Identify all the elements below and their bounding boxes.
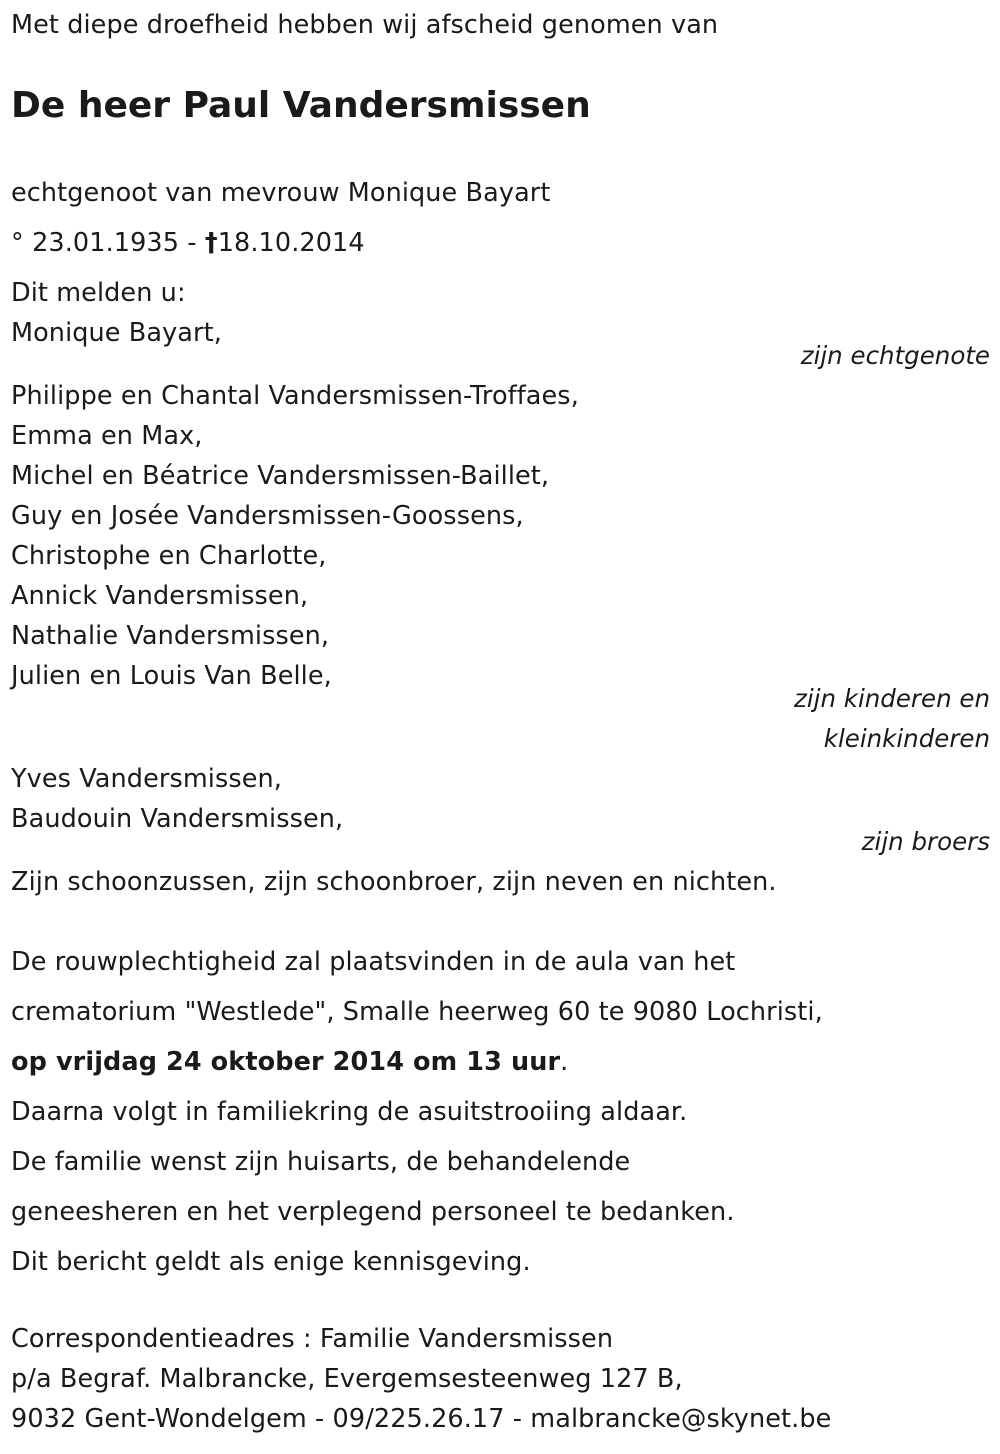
ceremony-date: op vrijdag 24 oktober 2014 om 13 uur: [11, 1047, 561, 1077]
cross-icon: †: [204, 228, 218, 258]
children-role-line1: zijn kinderen en: [794, 684, 990, 713]
family-member: Yves Vandersmissen,: [11, 764, 282, 794]
brothers-group: [11, 759, 990, 839]
spouse-role: zijn echtgenote: [800, 341, 990, 370]
ceremony-line: Dit bericht geldt als enige kennisgeving.: [11, 1247, 531, 1277]
announcers-intro: Dit melden u:: [11, 278, 186, 308]
birth-marker: °: [11, 228, 24, 258]
ceremony-line: geneesheren en het verplegend personeel te bedanken.: [11, 1197, 735, 1227]
family-member: Baudouin Vandersmissen,: [11, 804, 344, 834]
deceased-name: De heer Paul Vandersmissen: [11, 85, 591, 126]
correspondence-line: 9032 Gent-Wondelgem - 09/225.26.17 - malbrancke@skynet.be: [11, 1404, 832, 1434]
family-member: Julien en Louis Van Belle,: [11, 661, 332, 691]
correspondence-line: Correspondentieadres : Familie Vandersmissen: [11, 1324, 614, 1354]
life-dates: [11, 223, 365, 263]
family-member: Christophe en Charlotte,: [11, 541, 327, 571]
children-group: [11, 376, 990, 696]
family-member: Philippe en Chantal Vandersmissen-Troffaes,: [11, 381, 579, 411]
family-member: Guy en Josée Vandersmissen-Goossens,: [11, 501, 524, 531]
ceremony-date-period: .: [560, 1047, 569, 1077]
ceremony-line: De rouwplechtigheid zal plaatsvinden in de aula van het: [11, 947, 736, 977]
brothers-role: zijn broers: [861, 827, 990, 856]
date-separator: -: [187, 228, 197, 258]
in-laws-text: Zijn schoonzussen, zijn schoonbroer, zijn neven en nichten.: [11, 867, 777, 897]
ceremony-line: De familie wenst zijn huisarts, de behandelende: [11, 1147, 631, 1177]
ceremony-block: [11, 937, 823, 1287]
family-member: Nathalie Vandersmissen,: [11, 621, 330, 651]
ceremony-line: crematorium "Westlede", Smalle heerweg 60 te 9080 Lochristi,: [11, 997, 823, 1027]
intro-text: Met diepe droefheid hebben wij afscheid genomen van: [11, 10, 719, 40]
death-date: 18.10.2014: [217, 228, 365, 258]
family-member: Monique Bayart,: [11, 318, 222, 348]
family-member: Emma en Max,: [11, 421, 203, 451]
correspondence-block: [11, 1319, 831, 1439]
ceremony-date-line: [11, 1037, 823, 1087]
children-role-line2: kleinkinderen: [823, 724, 990, 753]
family-member: Annick Vandersmissen,: [11, 581, 309, 611]
birth-date: 23.01.1935: [32, 228, 180, 258]
family-member: Michel en Béatrice Vandersmissen-Baillet,: [11, 461, 550, 491]
spouse-of-text: echtgenoot van mevrouw Monique Bayart: [11, 178, 551, 208]
correspondence-line: p/a Begraf. Malbrancke, Evergemsesteenweg 127 B,: [11, 1364, 683, 1394]
ceremony-line: Daarna volgt in familiekring de asuitstrooiing aldaar.: [11, 1097, 688, 1127]
